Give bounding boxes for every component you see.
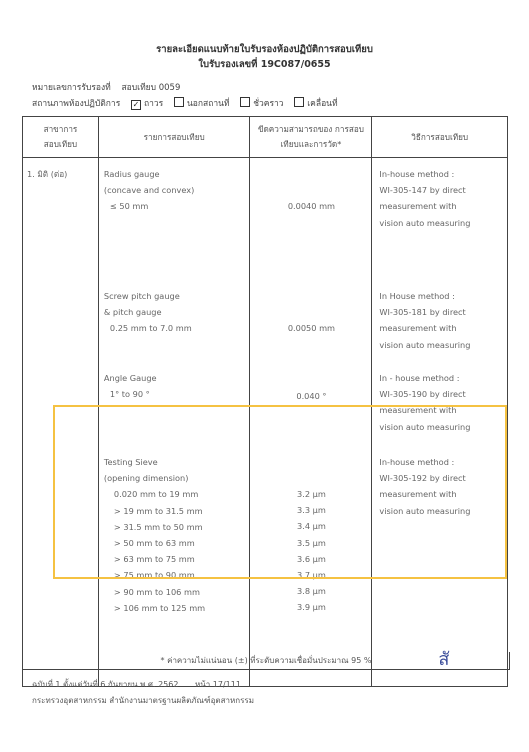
lab-status-row bbox=[32, 96, 338, 110]
capability-radius-gauge: 0.0040 mm bbox=[287, 201, 336, 211]
col-header-item: รายการสอบเทียบ bbox=[98, 117, 250, 158]
item-testing-sieve: Testing Sieve (opening dimension) 0.020 mm to 19 mm > 19 mm to 31.5 mm > 31.5 mm to 50 mm > 50 mm to 63 mm > 63 mm to 75 mm > 75 mm to 90 mm > 90 mm to 106 mm > 106 mm to 125 mm bbox=[103, 457, 206, 613]
calibration-scope-table bbox=[22, 116, 508, 687]
method-angle-gauge: In - house method : WI-305-190 by direct measurement with vision auto measuring bbox=[379, 373, 471, 432]
checkbox-temporary[interactable] bbox=[240, 97, 250, 107]
capability-testing-sieve: 3.2 µm 3.3 µm 3.4 µm 3.5 µm 3.6 µm 3.7 µm 3.8 µm 3.9 µm bbox=[297, 489, 326, 613]
accreditation-number-value: สอบเทียบ 0059 bbox=[121, 83, 181, 93]
certificate-number: ใบรับรองเลขที่ 19C087/0655 bbox=[198, 59, 331, 70]
ministry-line: กระทรวงอุตสาหกรรม สำนักงานมาตรฐานผลิตภัณฑ์อุตสาหกรรม bbox=[32, 696, 254, 705]
accreditation-number-row bbox=[32, 80, 180, 94]
status-option-temporary: ชั่วคราว bbox=[253, 99, 284, 109]
table-header-row bbox=[23, 117, 508, 158]
checkbox-mobile[interactable] bbox=[294, 97, 304, 107]
lab-status-label: สถานภาพห้องปฏิบัติการ bbox=[32, 99, 121, 109]
method-testing-sieve: In-house method : WI-305-192 by direct measurement with vision auto measuring bbox=[379, 457, 471, 516]
accreditation-number-label: หมายเลขการรับรองที่ bbox=[32, 83, 111, 93]
capability-screw-pitch-gauge: 0.0050 mm bbox=[287, 323, 336, 333]
col-header-branch: สาขาการ สอบเทียบ bbox=[23, 117, 99, 158]
checkbox-onsite[interactable] bbox=[174, 97, 184, 107]
branch-label: 1. มิติ (ต่อ) bbox=[27, 169, 68, 179]
issue-date: ฉบับที่ 1 ตั้งแต่วันที่ 6 กันยายน พ.ศ. 2562 bbox=[32, 680, 179, 689]
issue-line bbox=[32, 678, 241, 691]
checkbox-permanent[interactable]: ✓ bbox=[132, 100, 140, 109]
item-radius-gauge: Radius gauge (concave and convex) ≤ 50 mm bbox=[103, 169, 195, 212]
signature: สั bbox=[438, 649, 450, 670]
uncertainty-footnote: * ค่าความไม่แน่นอน (±) ที่ระดับความเชื่อมั่นประมาณ 95 % bbox=[22, 652, 510, 670]
method-radius-gauge: In-house method : WI-305-147 by direct measurement with vision auto measuring bbox=[379, 169, 471, 228]
item-angle-gauge: Angle Gauge 1° to 90 ° bbox=[103, 373, 157, 400]
status-option-permanent: ถาวร bbox=[143, 99, 164, 109]
document-title: รายละเอียดแนบท้ายใบรับรองห้องปฏิบัติการสอบเทียบ bbox=[156, 44, 373, 55]
col-header-method: วิธีการสอบเทียบ bbox=[372, 117, 508, 158]
item-screw-pitch-gauge: Screw pitch gauge & pitch gauge 0.25 mm to 7.0 mm bbox=[103, 291, 192, 334]
col-header-capability: ขีดความสามารถของ การสอบเทียบและการวัด* bbox=[250, 117, 372, 158]
page-number: หน้า 17/111 bbox=[195, 680, 241, 689]
status-option-onsite: นอกสถานที่ bbox=[186, 99, 230, 109]
highlight-box bbox=[53, 405, 507, 579]
capability-angle-gauge: 0.040 ° bbox=[296, 391, 327, 401]
method-screw-pitch-gauge: In House method : WI-305-181 by direct measurement with vision auto measuring bbox=[379, 291, 471, 350]
status-option-mobile: เคลื่อนที่ bbox=[307, 99, 338, 109]
